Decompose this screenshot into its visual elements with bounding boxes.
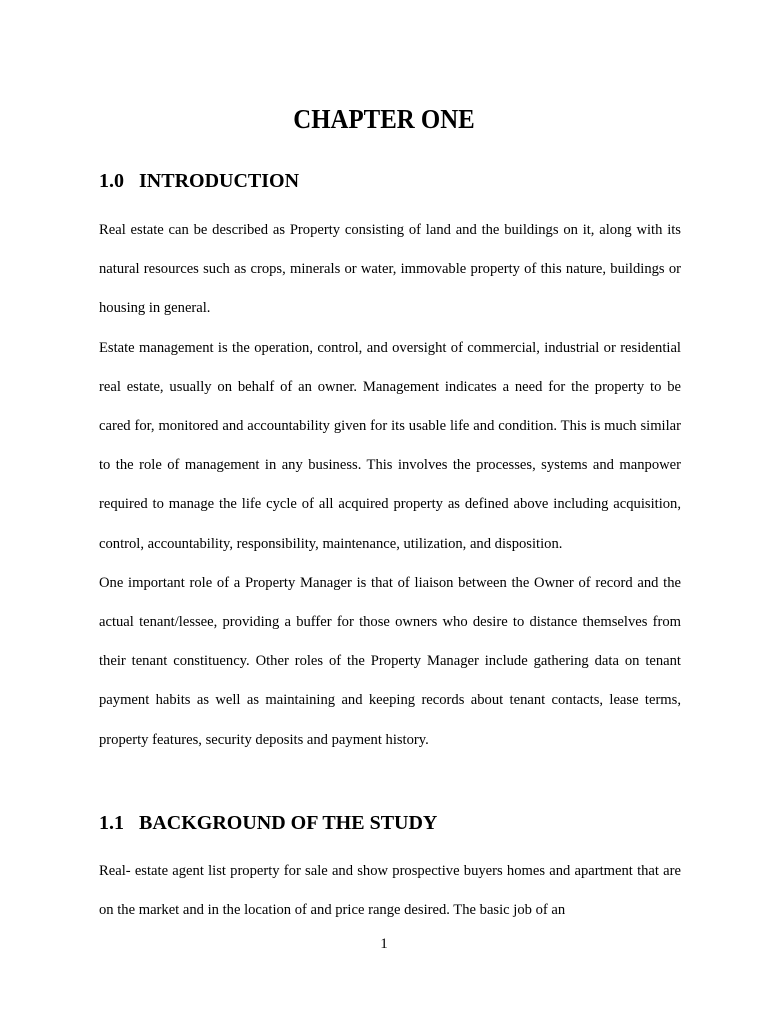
introduction-body: [99, 211, 681, 760]
chapter-title: CHAPTER ONE: [293, 104, 475, 134]
section-number: 1.0: [99, 170, 124, 192]
section-title: INTRODUCTION: [139, 170, 300, 192]
section-heading-background: [99, 812, 437, 835]
section-heading-introduction: [99, 170, 299, 193]
paragraph: Estate management is the operation, control, and oversight of commercial, industrial or residential real estate, usually on behalf of an owner. Management indicates a need for the property to be cared for, monitored and accountability given for its usable life and condition. This is much similar to the role of management in any business. This involves the processes, systems and manpower required to manage the life cycle of all acquired property as defined above including acquisition, control, accountability, responsibility, maintenance, utilization, and disposition.: [99, 339, 681, 552]
section-title: BACKGROUND OF THE STUDY: [139, 812, 438, 834]
paragraph: Real estate can be described as Property consisting of land and the buildings on it, along with its natural resources such as crops, minerals or water, immovable property of this nature, buildings or housing in general.: [99, 222, 681, 317]
paragraph: Real- estate agent list property for sale and show prospective buyers homes and apartment that are on the market and in the location of and price range desired. The basic job of an: [99, 863, 681, 919]
section-number: 1.1: [99, 812, 124, 834]
page-number: 1: [380, 936, 388, 952]
paragraph: One important role of a Property Manager is that of liaison between the Owner of record and the actual tenant/lessee, providing a buffer for those owners who desire to distance themselves from their tenant constituency. Other roles of the Property Manager include gathering data on tenant payment habits as well as maintaining and keeping records about tenant contacts, lease terms, property features, security deposits and payment history.: [99, 574, 681, 748]
background-body: [99, 852, 681, 930]
